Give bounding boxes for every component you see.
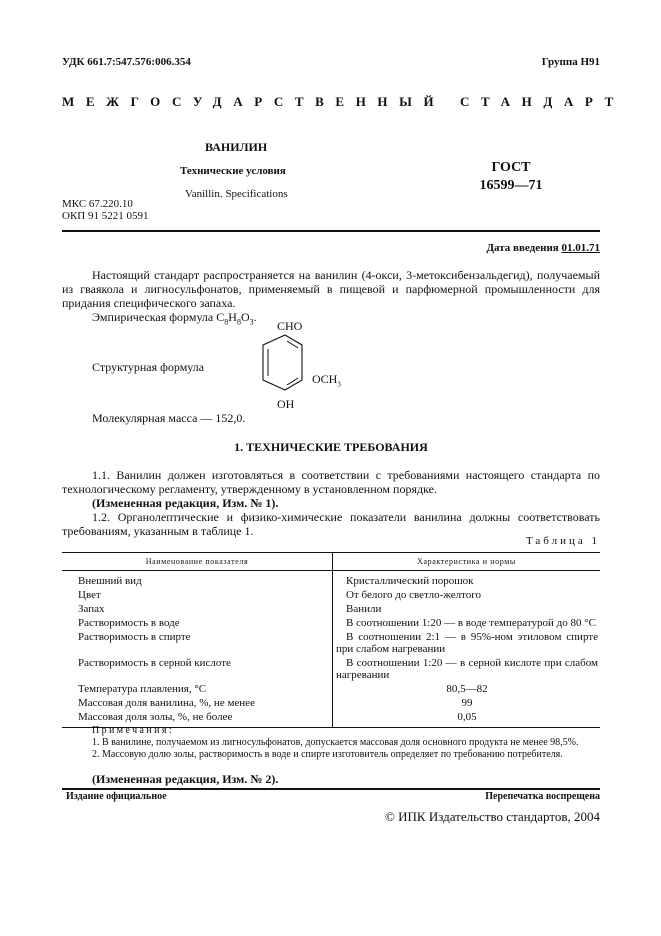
row-name: Температура плавления, °С	[62, 682, 333, 696]
molecular-mass: Молекулярная масса — 152,0.	[92, 411, 246, 425]
group-code: Группа Н91	[541, 56, 600, 68]
gost-number: 16599—71	[479, 178, 543, 193]
empirical-formula: Эмпирическая формула $C_8H_8O_3$.	[92, 310, 257, 327]
requirements-table	[62, 552, 600, 728]
amendment-1: (Измененная редакция, Изм. № 1).	[92, 496, 279, 510]
column-header-indicator: Наименование показателя	[62, 553, 333, 571]
table-row	[62, 616, 600, 630]
oh-group: OH	[277, 397, 295, 411]
note-1: 1. В ванилине, получаемом из лигносульфонатов, допускается массовая доля основного продукта не менее 98,5%.	[92, 737, 579, 748]
row-name: Запах	[62, 602, 333, 616]
scope-paragraph: Настоящий стандарт распространяется на ванилин (4-окси, 3-метоксибензальдегид), получаемый из гваякола и лигносульфонатов, применяемый в пищевой и парфюмерной промышленности для придания специфического запаха.	[62, 268, 600, 310]
copyright: © ИПК Издательство стандартов, 2004	[385, 809, 600, 824]
note-2: 2. Массовую долю золы, растворимость в воде и спирте изготовитель определяет по требованию потребителя.	[92, 749, 563, 760]
row-name: Массовая доля золы, %, не более	[62, 710, 333, 728]
row-name: Растворимость в серной кислоте	[62, 656, 333, 682]
official-edition: Издание официальное	[66, 791, 167, 802]
row-value: От белого до светло-желтого	[346, 589, 481, 601]
row-value: Ванили	[346, 603, 382, 615]
structural-formula-label: Структурная формула	[92, 360, 205, 374]
document-subtitle: Технические условия	[180, 165, 286, 177]
standard-banner: МЕЖГОСУДАРСТВЕННЫЙ СТАНДАРТ	[62, 94, 625, 109]
clause-1-1: 1.1. Ванилин должен изготовляться в соответствии с требованиями настоящего стандарта по технологическому регламенту, утвержденному в установленном порядке.	[62, 468, 600, 496]
row-value: Кристаллический порошок	[346, 575, 474, 587]
row-value: 99	[461, 697, 473, 709]
table-row	[62, 602, 600, 616]
row-value: В соотношении 1:20 — в воде температурой до 80 °С	[346, 617, 596, 629]
table-row	[62, 696, 600, 710]
title-divider	[62, 230, 600, 232]
udk-code: УДК 661.7:547.576:006.354	[62, 56, 191, 68]
column-header-norms: Характеристика и нормы	[333, 553, 601, 571]
row-name: Внешний вид	[62, 571, 333, 589]
english-title: Vanillin. Specifications	[185, 188, 288, 200]
table-label: Таблица 1	[525, 535, 600, 547]
och3-group: $OCH_3$	[312, 372, 341, 389]
table-row	[62, 630, 600, 656]
row-value: В соотношении 1:20 — в серной кислоте при слабом нагревании	[336, 657, 598, 681]
intro-date-label: Дата введения	[486, 242, 559, 254]
reprint-prohibited: Перепечатка воспрещена	[485, 791, 600, 802]
cho-group: CHO	[277, 319, 303, 333]
notes-title: Примечания:	[92, 725, 175, 736]
table-header-row	[62, 553, 600, 571]
document-title: ВАНИЛИН	[205, 140, 268, 154]
empirical-formula-label: Эмпирическая формула	[92, 310, 214, 324]
footer-divider	[62, 788, 600, 790]
row-value: 80,5—82	[446, 683, 488, 695]
table-row	[62, 571, 600, 589]
amendment-2: (Измененная редакция, Изм. № 2).	[92, 772, 279, 786]
okp-code: ОКП 91 5221 0591	[62, 210, 149, 222]
row-name: Массовая доля ванилина, %, не менее	[62, 696, 333, 710]
row-name: Растворимость в спирте	[62, 630, 333, 656]
table-row	[62, 682, 600, 696]
mks-code: МКС 67.220.10	[62, 198, 133, 210]
clause-1-2: 1.2. Органолептические и физико-химические показатели ванилина должны соответствовать требованиям, указанным в таблице 1.	[62, 510, 600, 538]
row-name: Цвет	[62, 588, 333, 602]
row-name: Растворимость в воде	[62, 616, 333, 630]
table-row	[62, 656, 600, 682]
row-value: В соотношении 2:1 — в 95%-ном этиловом спирте при слабом нагревании	[336, 631, 598, 655]
row-value: 0,05	[333, 710, 601, 728]
table-row	[62, 588, 600, 602]
benzene-ring-diagram	[255, 330, 325, 405]
gost-label: ГОСТ	[491, 160, 531, 175]
intro-date	[486, 242, 600, 254]
intro-date-value: 01.01.71	[561, 242, 600, 254]
section-heading: 1. ТЕХНИЧЕСКИЕ ТРЕБОВАНИЯ	[234, 440, 428, 454]
